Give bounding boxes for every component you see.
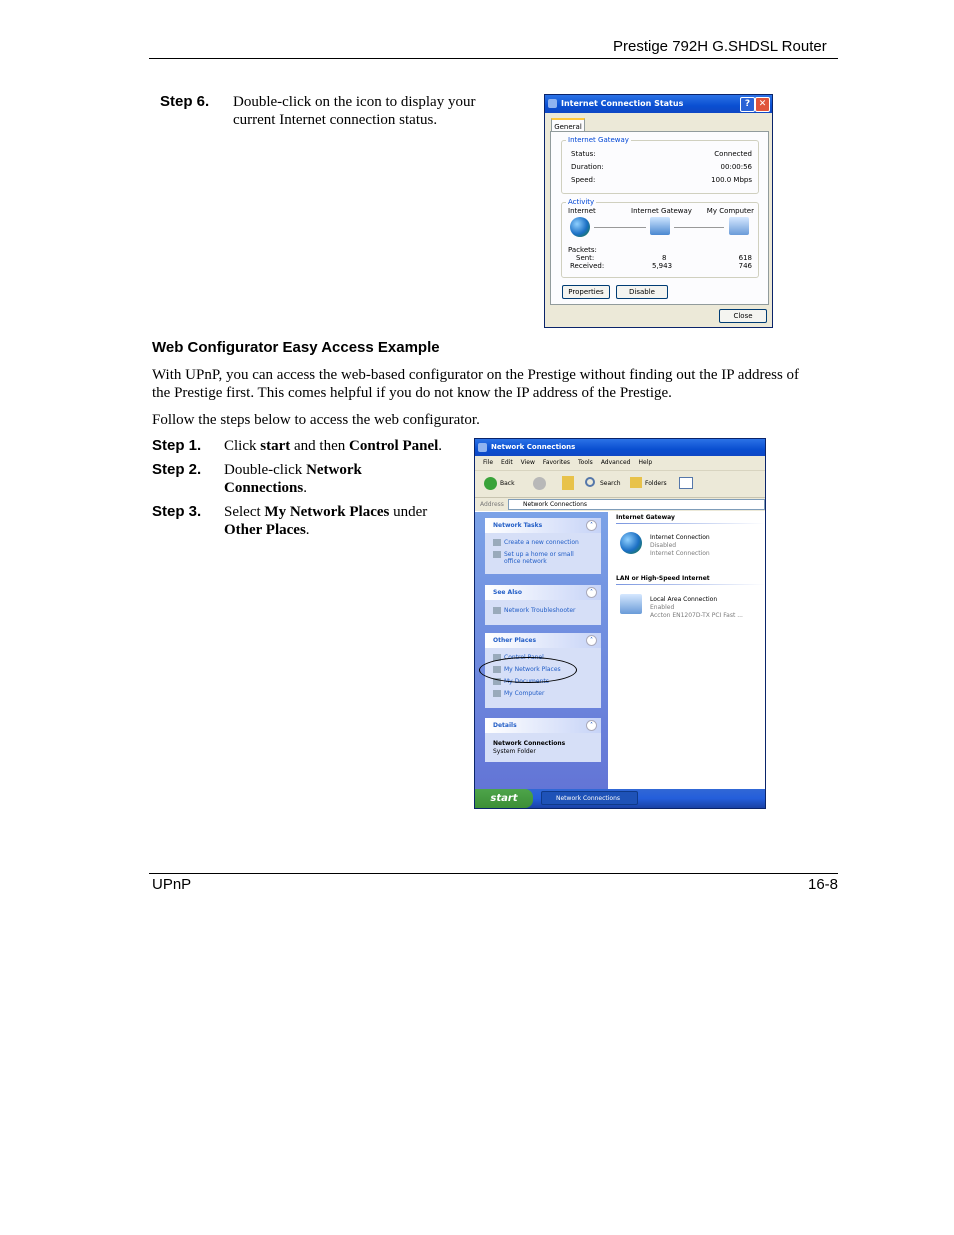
sent-computer-value: 618: [738, 254, 752, 262]
window-titlebar: [475, 439, 765, 456]
local-area-connection-item[interactable]: [650, 596, 743, 620]
task-pane: [475, 512, 608, 789]
link-line-1: [594, 227, 646, 228]
network-tasks-title: Network Tasks: [493, 522, 543, 529]
network-connections-window: [474, 438, 766, 809]
create-connection-link[interactable]: [493, 539, 579, 546]
collapse-icon[interactable]: ˄: [586, 635, 597, 646]
network-tasks-header[interactable]: [485, 518, 601, 533]
col-gateway: Internet Gateway: [631, 207, 692, 215]
tab-general[interactable]: General: [551, 118, 585, 132]
status-value: Connected: [714, 150, 752, 158]
views-icon[interactable]: [679, 477, 693, 489]
step1-pre: Click: [224, 438, 261, 454]
address-label: Address: [480, 501, 504, 508]
intro-line1: With UPnP, you can access the web-based configurator on the Prestige without finding out the IP address of: [152, 367, 800, 383]
my-network-places-label: My Network Places: [504, 666, 561, 673]
address-bar: [475, 498, 765, 511]
control-panel-label: Control Panel: [504, 654, 544, 661]
globe-icon: [570, 217, 590, 237]
collapse-icon[interactable]: ˄: [586, 587, 597, 598]
see-also-header[interactable]: [485, 585, 601, 600]
internet-connection-item[interactable]: [650, 534, 710, 558]
close-window-button[interactable]: ✕: [755, 97, 770, 112]
my-documents-label: My Documents: [504, 678, 549, 685]
computer-icon: [729, 217, 749, 235]
step2-network-term: Network: [306, 462, 362, 478]
step6-text: [233, 93, 475, 129]
details-header[interactable]: [485, 718, 601, 733]
section-divider: [616, 523, 765, 524]
step3-my-network-places-term: My Network Places: [264, 504, 390, 520]
step2-post: .: [303, 480, 307, 496]
dialog-titlebar: [545, 95, 772, 113]
lan-connection-icon[interactable]: [620, 594, 642, 614]
duration-label: Duration:: [571, 163, 604, 171]
link-line-2: [674, 227, 724, 228]
setup-network-link[interactable]: [493, 551, 574, 565]
taskbar-network-connections[interactable]: Network Connections: [541, 791, 638, 805]
details-name: Network Connections: [493, 740, 566, 747]
lan-section: LAN or High-Speed Internet: [616, 575, 710, 582]
menu-file[interactable]: File: [483, 459, 494, 466]
step2-connections-term: Connections: [224, 480, 304, 496]
details-title: Details: [493, 722, 517, 729]
step3-label: Step 3.: [152, 503, 202, 520]
internet-connection-status: Disabled: [650, 542, 677, 549]
see-also-title: See Also: [493, 589, 522, 596]
menu-edit[interactable]: Edit: [501, 459, 513, 466]
step1-label: Step 1.: [152, 437, 202, 454]
properties-button[interactable]: Properties: [562, 285, 610, 299]
toolbar: [475, 471, 765, 498]
disable-button[interactable]: Disable: [616, 285, 668, 299]
sent-gateway-value: 8: [662, 254, 667, 262]
status-label: Status:: [571, 150, 596, 158]
gateway-icon: [650, 217, 670, 235]
menu-help[interactable]: Help: [638, 459, 653, 466]
section-title: Web Configurator Easy Access Example: [152, 339, 440, 356]
network-icon: [548, 99, 557, 108]
folders-icon[interactable]: [630, 477, 642, 488]
setup-network-label-1: Set up a home or small: [504, 551, 574, 558]
internet-connection-status-dialog: [544, 94, 773, 328]
footer-rule: [149, 873, 838, 874]
dialog-title: Internet Connection Status: [561, 99, 684, 108]
page-header-title: Prestige 792H G.SHDSL Router: [613, 38, 827, 55]
step1-post: .: [438, 438, 443, 454]
create-connection-label: Create a new connection: [504, 539, 579, 546]
internet-gateway-group: [561, 136, 759, 194]
taskbar: [475, 789, 765, 808]
gateway-group-title: Internet Gateway: [568, 136, 629, 144]
other-places-title: Other Places: [493, 637, 537, 644]
start-button[interactable]: start: [475, 789, 533, 808]
internet-connection-icon[interactable]: [620, 532, 642, 554]
footer-page-number: 16-8: [808, 876, 839, 893]
step1-control-panel-term: Control Panel: [348, 438, 439, 454]
duration-value: 00:00:56: [720, 163, 752, 171]
step3-mid: under: [389, 504, 428, 520]
menu-bar: [475, 456, 765, 471]
step1-text: [224, 437, 442, 455]
menu-advanced[interactable]: Advanced: [600, 459, 631, 466]
forward-arrow-icon[interactable]: [533, 477, 546, 490]
col-computer: My Computer: [706, 207, 754, 215]
other-places-box: [485, 633, 601, 708]
speed-label: Speed:: [571, 176, 596, 184]
search-button[interactable]: Search: [600, 480, 621, 487]
collapse-icon[interactable]: ˄: [586, 520, 597, 531]
menu-favorites[interactable]: Favorites: [542, 459, 571, 466]
troubleshooter-label: Network Troubleshooter: [504, 607, 576, 614]
address-field[interactable]: Network Connections: [508, 499, 765, 510]
lan-connection-status: Enabled: [650, 604, 675, 611]
step6-text-line2: current Internet connection status.: [233, 112, 438, 128]
step3-pre: Select: [224, 504, 265, 520]
troubleshooter-link[interactable]: [493, 607, 576, 614]
my-computer-icon: [493, 690, 501, 697]
sent-label: Sent:: [576, 254, 595, 262]
lan-connection-device: Accton EN1207D-TX PCI Fast ...: [650, 612, 743, 619]
close-button[interactable]: Close: [719, 309, 767, 323]
troubleshooter-icon: [493, 607, 501, 614]
speed-value: 100.0 Mbps: [711, 176, 752, 184]
setup-network-label-2: office network: [504, 558, 547, 565]
received-computer-value: 746: [738, 262, 752, 270]
network-tasks-box: [485, 518, 601, 574]
details-type: System Folder: [493, 748, 536, 755]
see-also-box: [485, 585, 601, 625]
menu-tools[interactable]: Tools: [578, 459, 593, 466]
internet-connection-name: Internet Connection: [650, 534, 710, 541]
highlight-ellipse: [479, 657, 577, 683]
internet-gateway-section: Internet Gateway: [616, 514, 675, 521]
menu-view[interactable]: View: [520, 459, 535, 466]
collapse-icon[interactable]: ˄: [586, 720, 597, 731]
other-places-header[interactable]: [485, 633, 601, 648]
lan-connection-name: Local Area Connection: [650, 596, 718, 603]
header-rule: [149, 58, 838, 59]
step1-start-term: start: [260, 438, 291, 454]
intro-paragraph: [152, 366, 842, 402]
section-divider: [616, 584, 765, 585]
col-internet: Internet: [568, 207, 596, 215]
internet-connection-type: Internet Connection: [650, 550, 710, 557]
step2-pre: Double-click: [224, 462, 307, 478]
activity-group-title: Activity: [568, 198, 595, 206]
home-network-icon: [493, 551, 501, 558]
general-tab-panel: [550, 131, 769, 305]
step6-text-line1: Double-click on the icon to display your: [233, 94, 476, 110]
my-computer-label: My Computer: [504, 690, 545, 697]
window-title: Network Connections: [491, 443, 576, 451]
search-icon[interactable]: [585, 477, 595, 487]
step3-text: [224, 503, 427, 539]
my-computer-link[interactable]: [493, 690, 544, 697]
footer-chapter: UPnP: [152, 876, 192, 893]
intro-line2: the Prestige first. This comes helpful if you do not know the IP address of the Prestige.: [152, 385, 672, 401]
help-button[interactable]: ?: [740, 97, 755, 112]
activity-group: [561, 198, 759, 278]
back-button[interactable]: Back: [500, 480, 515, 487]
details-box: [485, 718, 601, 762]
step3-other-places-term: Other Places: [224, 522, 306, 538]
step2-label: Step 2.: [152, 461, 202, 478]
follow-steps-paragraph: Follow the steps below to access the web configurator.: [152, 412, 480, 428]
step3-post: .: [305, 522, 310, 538]
step2-text: [224, 461, 362, 497]
connections-list: [608, 512, 765, 789]
new-connection-icon: [493, 539, 501, 546]
received-gateway-value: 5,943: [652, 262, 673, 270]
received-label: Received:: [570, 262, 605, 270]
folders-button[interactable]: Folders: [645, 480, 667, 487]
step1-mid: and then: [290, 438, 349, 454]
step6-label: Step 6.: [160, 93, 210, 110]
up-folder-icon[interactable]: [562, 476, 574, 490]
network-connections-icon: [478, 443, 487, 452]
packets-label: Packets:: [568, 246, 597, 254]
back-arrow-icon[interactable]: [484, 477, 497, 490]
